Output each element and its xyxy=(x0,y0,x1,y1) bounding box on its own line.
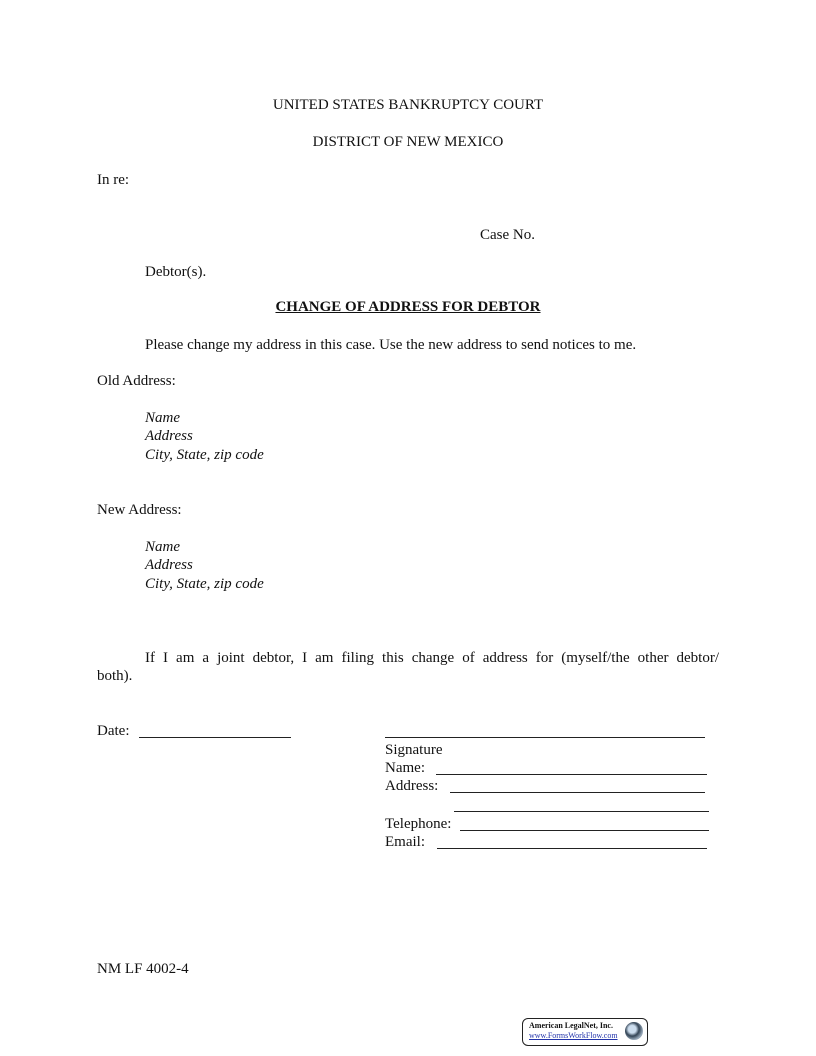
date-label: Date: xyxy=(97,723,130,739)
logo-url-link[interactable]: www.FormsWorkFlow.com xyxy=(529,1031,618,1040)
joint-debtor-text-cont: both). xyxy=(97,668,133,684)
address-field-line2[interactable] xyxy=(454,811,709,812)
signature-label: Signature xyxy=(385,742,443,758)
name-label: Name: xyxy=(385,760,425,776)
name-field[interactable] xyxy=(436,774,707,775)
globe-icon xyxy=(625,1022,643,1040)
telephone-label: Telephone: xyxy=(385,816,452,832)
new-name-field[interactable]: Name xyxy=(145,539,180,555)
old-address-field[interactable]: Address xyxy=(145,428,193,444)
date-field[interactable] xyxy=(139,737,291,738)
old-city-field[interactable]: City, State, zip code xyxy=(145,447,264,463)
new-city-field[interactable]: City, State, zip code xyxy=(145,576,264,592)
address-label: Address: xyxy=(385,778,439,794)
in-re-label: In re: xyxy=(97,172,130,188)
telephone-field[interactable] xyxy=(460,830,709,831)
logo-company: American LegalNet, Inc. xyxy=(529,1021,613,1030)
case-no-label: Case No. xyxy=(480,227,535,243)
new-address-field[interactable]: Address xyxy=(145,557,193,573)
american-legalnet-logo[interactable] xyxy=(522,1018,648,1046)
form-id: NM LF 4002-4 xyxy=(97,961,189,977)
form-title: CHANGE OF ADDRESS FOR DEBTOR xyxy=(275,299,541,315)
intro-text: Please change my address in this case. Use the new address to send notices to me. xyxy=(145,337,637,353)
email-field[interactable] xyxy=(437,848,707,849)
joint-debtor-text: If I am a joint debtor, I am filing this change of address for (myself/the other debtor/ xyxy=(145,650,719,666)
old-name-field[interactable]: Name xyxy=(145,410,180,426)
debtors-label: Debtor(s). xyxy=(145,264,207,280)
address-field[interactable] xyxy=(450,792,705,793)
new-address-label: New Address: xyxy=(97,502,182,518)
court-name: UNITED STATES BANKRUPTCY COURT xyxy=(272,97,544,113)
district-name: DISTRICT OF NEW MEXICO xyxy=(312,134,504,150)
signature-field[interactable] xyxy=(385,737,705,738)
email-label: Email: xyxy=(385,834,425,850)
old-address-label: Old Address: xyxy=(97,373,176,389)
